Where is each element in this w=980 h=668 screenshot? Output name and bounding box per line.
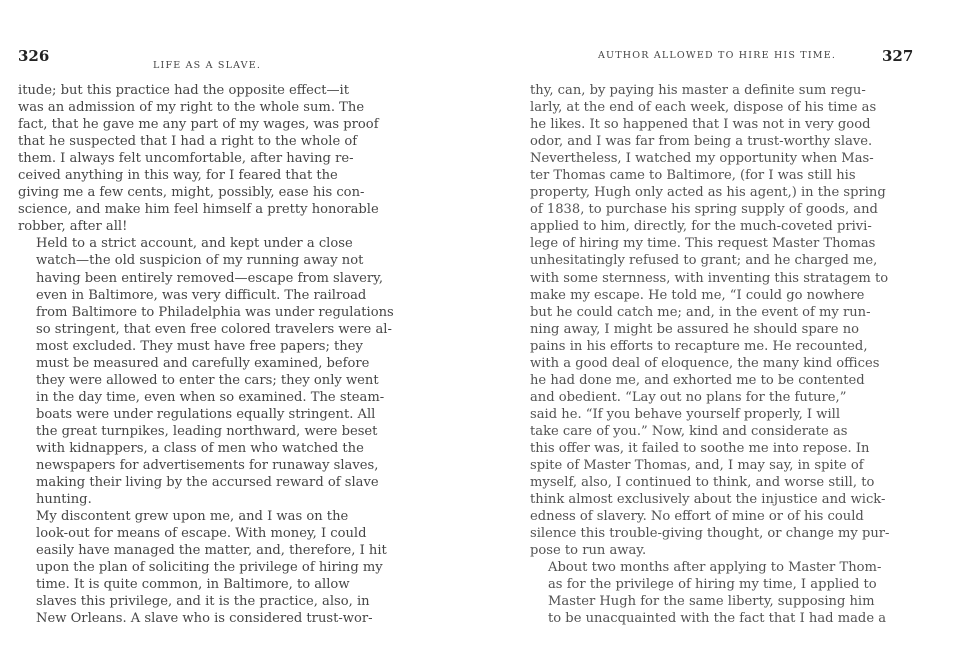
right-page — [490, 0, 980, 668]
left-paragraph-1 — [18, 82, 398, 235]
text-line: newspapers for advertisements for runaway slaves, — [36, 458, 379, 474]
text-line: science, and make him feel himself a pretty honorable — [18, 202, 379, 218]
text-line: hunting. — [36, 492, 92, 508]
left-paragraph-2 — [18, 235, 398, 508]
text-line: itude; but this practice had the opposite effect—it — [18, 83, 350, 98]
text-line: My discontent grew upon me, and I was on the — [36, 509, 349, 525]
text-line: the great turnpikes, leading northward, were beset — [36, 423, 378, 439]
text-line: most excluded. They must have free papers; they — [36, 338, 363, 354]
text-line: About two months after applying to Master Thom- — [548, 560, 882, 576]
text-line: making their living by the accursed reward of slave — [36, 475, 379, 491]
text-line: lege of hiring my time. This request Master Thomas — [530, 236, 876, 252]
text-line: them. I always felt uncomfortable, after having re- — [18, 151, 354, 167]
left-page-text — [18, 82, 398, 628]
text-line: slaves this privilege, and it is the practice, also, in — [36, 594, 370, 610]
text-line: having been entirely removed—escape from slavery, — [36, 270, 383, 286]
text-line: larly, at the end of each week, dispose of his time as — [530, 100, 877, 116]
text-line: must be measured and carefully examined, before — [36, 355, 370, 371]
left-running-title: LIFE AS A SLAVE. — [153, 60, 262, 71]
text-line: time. It is quite common, in Baltimore, to allow — [36, 577, 350, 593]
text-line: ter Thomas came to Baltimore, (for I was still his — [530, 168, 856, 184]
text-line: upon the plan of soliciting the privilege of hiring my — [36, 560, 383, 576]
text-line: myself, also, I continued to think, and worse still, to — [530, 475, 875, 491]
text-line: that he suspected that I had a right to the whole of — [18, 134, 358, 150]
text-line: watch—the old suspicion of my running away not — [36, 253, 364, 269]
text-line: they were allowed to enter the cars; they only went — [36, 372, 379, 388]
text-line: with a good deal of eloquence, the many kind offices — [530, 355, 880, 371]
text-line: with kidnappers, a class of men who watched the — [36, 440, 364, 456]
text-line: even in Baltimore, was very difficult. The railroad — [36, 287, 367, 303]
text-line: in the day time, even when so examined. The steam- — [36, 389, 385, 405]
text-line: property, Hugh only acted as his agent,) in the spring — [530, 185, 886, 201]
text-line: fact, that he gave me any part of my wages, was proof — [18, 117, 379, 133]
text-line: Held to a strict account, and kept under a close — [36, 236, 353, 252]
text-line: Master Hugh for the same liberty, supposing him — [548, 594, 875, 610]
text-line: and obedient. “Lay out no plans for the future,” — [530, 389, 847, 405]
text-line: so stringent, that even free colored travelers were al- — [36, 321, 392, 337]
text-line: New Orleans. A slave who is considered trust-wor- — [36, 611, 373, 627]
text-line: to be unacquainted with the fact that I had made a — [548, 611, 887, 627]
text-line: with some sternness, with inventing this stratagem to — [530, 270, 889, 286]
text-line: pains in his efforts to recapture me. He recounted, — [530, 338, 868, 354]
right-paragraph-2 — [530, 559, 910, 627]
text-line: make my escape. He told me, “I could go nowhere — [530, 287, 865, 303]
text-line: but he could catch me; and, in the event of my run- — [530, 304, 871, 320]
text-line: robber, after all! — [18, 219, 128, 235]
text-line: he likes. It so happened that I was not in very good — [530, 117, 871, 133]
text-line: unhesitatingly refused to grant; and he charged me, — [530, 253, 878, 269]
text-line: this offer was, it failed to soothe me into repose. In — [530, 440, 870, 456]
text-line: as for the privilege of hiring my time, I applied to — [548, 577, 877, 593]
text-line: ning away, I might be assured he should spare no — [530, 321, 860, 337]
text-line: boats were under regulations equally stringent. All — [36, 406, 376, 422]
text-line: silence this trouble-giving thought, or change my pur- — [530, 526, 890, 542]
text-line: of 1838, to purchase his spring supply of goods, and — [530, 202, 878, 218]
text-line: giving me a few cents, might, possibly, ease his con- — [18, 185, 365, 201]
text-line: look-out for means of escape. With money, I could — [36, 526, 367, 542]
text-line: ceived anything in this way, for I feared that the — [18, 168, 338, 184]
left-paragraph-3 — [18, 508, 398, 627]
text-line: easily have managed the matter, and, therefore, I hit — [36, 543, 387, 559]
text-line: from Baltimore to Philadelphia was under regulations — [36, 304, 394, 320]
text-line: think almost exclusively about the injustice and wick- — [530, 492, 886, 508]
text-line: he had done me, and exhorted me to be contented — [530, 372, 865, 388]
right-running-title: AUTHOR ALLOWED TO HIRE HIS TIME. — [598, 50, 837, 61]
text-line: was an admission of my right to the whole sum. The — [18, 100, 365, 116]
text-line: pose to run away. — [530, 543, 647, 559]
left-page-number: 326 — [18, 47, 50, 65]
text-line: take care of you.” Now, kind and considerate as — [530, 423, 848, 439]
text-line: spite of Master Thomas, and, I may say, in spite of — [530, 458, 864, 474]
text-line: edness of slavery. No effort of mine or of his could — [530, 509, 864, 525]
text-line: odor, and I was far from being a trust-worthy slave. — [530, 134, 873, 150]
text-line: thy, can, by paying his master a definite sum regu- — [530, 83, 866, 98]
right-page-number: 327 — [882, 47, 914, 65]
text-line: applied to him, directly, for the much-coveted privi- — [530, 219, 872, 235]
right-paragraph-1 — [530, 82, 910, 559]
right-page-text — [530, 82, 910, 628]
text-line: said he. “If you behave yourself properly, I will — [530, 406, 841, 422]
text-line: Nevertheless, I watched my opportunity when Mas- — [530, 151, 874, 167]
